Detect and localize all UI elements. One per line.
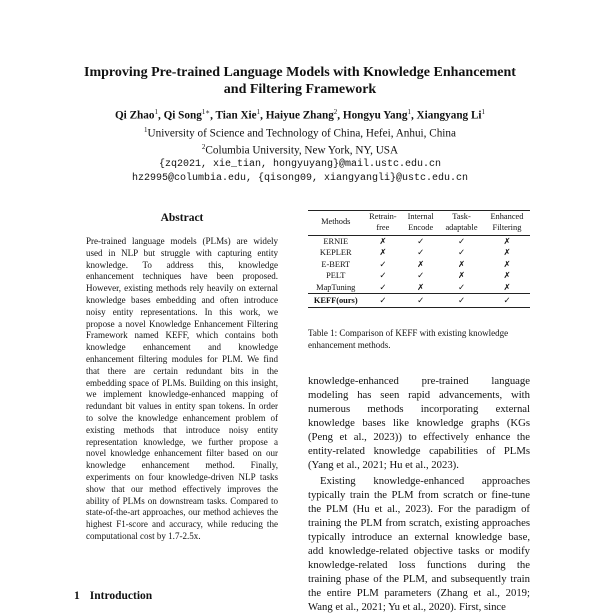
table-cell: ✗ <box>379 237 387 246</box>
column-header: Methods <box>308 211 364 236</box>
method-name: PELT <box>326 271 346 281</box>
affiliation-text: Columbia University, New York, NY, USA <box>205 145 399 158</box>
affiliation-mark: 1 <box>144 125 148 134</box>
table-cell: ✓ <box>484 294 530 308</box>
column-header: Enhanced Filtering <box>484 211 530 236</box>
table-caption: Table 1: Comparison of KEFF with existing knowledge enhancement methods. <box>308 328 509 350</box>
table-cell: ✓ <box>457 282 466 292</box>
abstract-body: Pre-trained language models (PLMs) are widely used in NLP but struggle with capturing entity knowledge. To address this, knowledge enhancement techniques have been proposed. However, existing methods rely heavily on external knowledge bases embedding and often introduce noisy entity representations. In this work, we propose a novel Knowledge Enhancement Filtering Framework named KEFF, which contains both knowledge enhancement and knowledge enhancement filtering modules for PLM. We find that there are certain redundant bits in the embedding space of PLMs. Building on this insight, we implement knowledge-enhanced mapping of redundant bit values in entity span tokens. In order to solve the knowledge enhancement problem of existing methods that introduce noisy entity representation knowledge, we further propose a novel knowledge enhancement filter based on our knowledge enhancement method. Finally, experiments on four knowledge-driven NLP tasks show that our method effectively improves the ability of PLMs on downstream tasks. Compared to state-of-the-art approaches, our method achieves the highest F1-score and accuracy, while reducing the computational cost by 1.7-2.5x. <box>86 236 278 541</box>
column-header: Task- adaptable <box>439 211 484 236</box>
column-header: Retrain- free <box>364 211 403 236</box>
table-cell: ✗ <box>457 271 466 281</box>
table-cell: ✓ <box>417 271 425 281</box>
table-row <box>308 259 530 270</box>
table-row <box>308 236 530 248</box>
method-name: KEPLER <box>319 248 352 258</box>
section-number: 1 <box>74 590 80 602</box>
abstract-heading: Abstract <box>160 212 204 224</box>
table-cell: ✗ <box>503 259 511 269</box>
email-line-1[interactable]: {zq2021, xie_tian, hongyuyang}@mail.ustc.edu.cn <box>158 159 442 171</box>
table-row <box>308 270 530 281</box>
table-cell: ✗ <box>503 237 511 246</box>
affiliation-mark: 2 <box>201 143 206 152</box>
author-mark: 1 <box>407 108 411 116</box>
table-row <box>308 282 530 294</box>
table-cell: ✓ <box>379 259 387 269</box>
title-line-2: and Filtering Framework <box>223 82 377 97</box>
author-name: Tian Xie <box>215 109 257 122</box>
table-section <box>308 210 530 351</box>
abstract-section <box>86 212 278 543</box>
author-name: Haiyue Zhang <box>265 109 334 122</box>
table-cell: ✓ <box>439 294 484 308</box>
table-row-ours <box>308 294 530 308</box>
affiliation-text: University of Science and Technology of China, Hefei, Anhui, China <box>147 127 456 140</box>
table-cell: ✗ <box>503 282 511 292</box>
author-mark: 2 <box>333 108 338 116</box>
author-mark: 1 <box>154 108 158 116</box>
table-cell: ✗ <box>417 259 425 269</box>
paper-title <box>40 64 560 98</box>
method-name: ERNIE <box>323 237 349 246</box>
introduction-heading <box>74 590 152 602</box>
column-header: Internal Encode <box>402 211 439 236</box>
body-paragraph: Existing knowledge-enhanced approaches typically train the PLM from scratch or fine-tune the PLM (Hu et al., 2023). For the paradigm of training the PLM from scratch, existing approaches typically introduce an external knowledge base, add knowledge-related objective tasks or modify knowledge-related loss functions during the training phase of the PLM, and subsequently train the entire PLM parameters (Zhang et al., 2019; Wang et al., 2021; Yu et al., 2020). First, since <box>308 475 530 613</box>
author-name: Xiangyang Li <box>416 109 482 122</box>
affiliation-2 <box>40 140 560 158</box>
email-line-2[interactable]: hz2995@columbia.edu, {qisong09, xiangyangli}@ustc.edu.cn <box>131 173 469 185</box>
author-mark: 1∗ <box>201 108 211 116</box>
author-name: Qi Song <box>163 109 202 122</box>
author-name: Hongyu Yang <box>342 109 408 122</box>
table-cell: ✗ <box>379 248 387 258</box>
author-mark: 1 <box>256 108 261 116</box>
table-cell: ✗ <box>457 259 466 269</box>
table-cell: ✗ <box>503 248 511 258</box>
introduction-body <box>308 374 530 614</box>
method-name: E-BERT <box>321 259 351 269</box>
affiliation-1 <box>40 123 560 141</box>
table-cell: ✓ <box>364 294 403 308</box>
table-row <box>308 247 530 258</box>
table-cell: ✓ <box>379 282 387 292</box>
author-block <box>40 105 560 186</box>
method-name: KEFF(ours) <box>308 294 364 308</box>
table-header-row <box>308 211 530 236</box>
title-line-1: Improving Pre-trained Language Models with Knowledge Enhancement <box>84 65 516 80</box>
comparison-table <box>308 210 530 308</box>
table-cell: ✓ <box>457 248 466 258</box>
table-cell: ✓ <box>417 248 425 258</box>
table-cell: ✓ <box>379 271 387 281</box>
table-cell: ✗ <box>417 282 425 292</box>
method-name: MapTuning <box>316 282 356 292</box>
table-cell: ✓ <box>457 237 466 246</box>
table-cell: ✗ <box>503 271 511 281</box>
section-title: Introduction <box>89 590 153 602</box>
table-cell: ✓ <box>402 294 439 308</box>
body-paragraph: knowledge-enhanced pre-trained language modeling has seen rapid advancements, with numerous methods incorporating external knowledge bases like knowledge graphs (KGs (Peng et al., 2023)) to effectively enhance the entity-related knowledge capabilities of PLMs (Yang et al., 2021; Hu et al., 2023). <box>308 375 530 471</box>
author-mark: 1 <box>481 108 486 116</box>
author-name: Qi Zhao <box>114 109 155 122</box>
table-cell: ✓ <box>417 237 425 246</box>
author-names: Qi Zhao$^1$, Qi Song$^{1∗}$, Tian Xie$^1$, Haiyue Zhang$^2$, Hongyu Yang$^1$, Xiangyang Li$^1$ <box>114 108 486 122</box>
